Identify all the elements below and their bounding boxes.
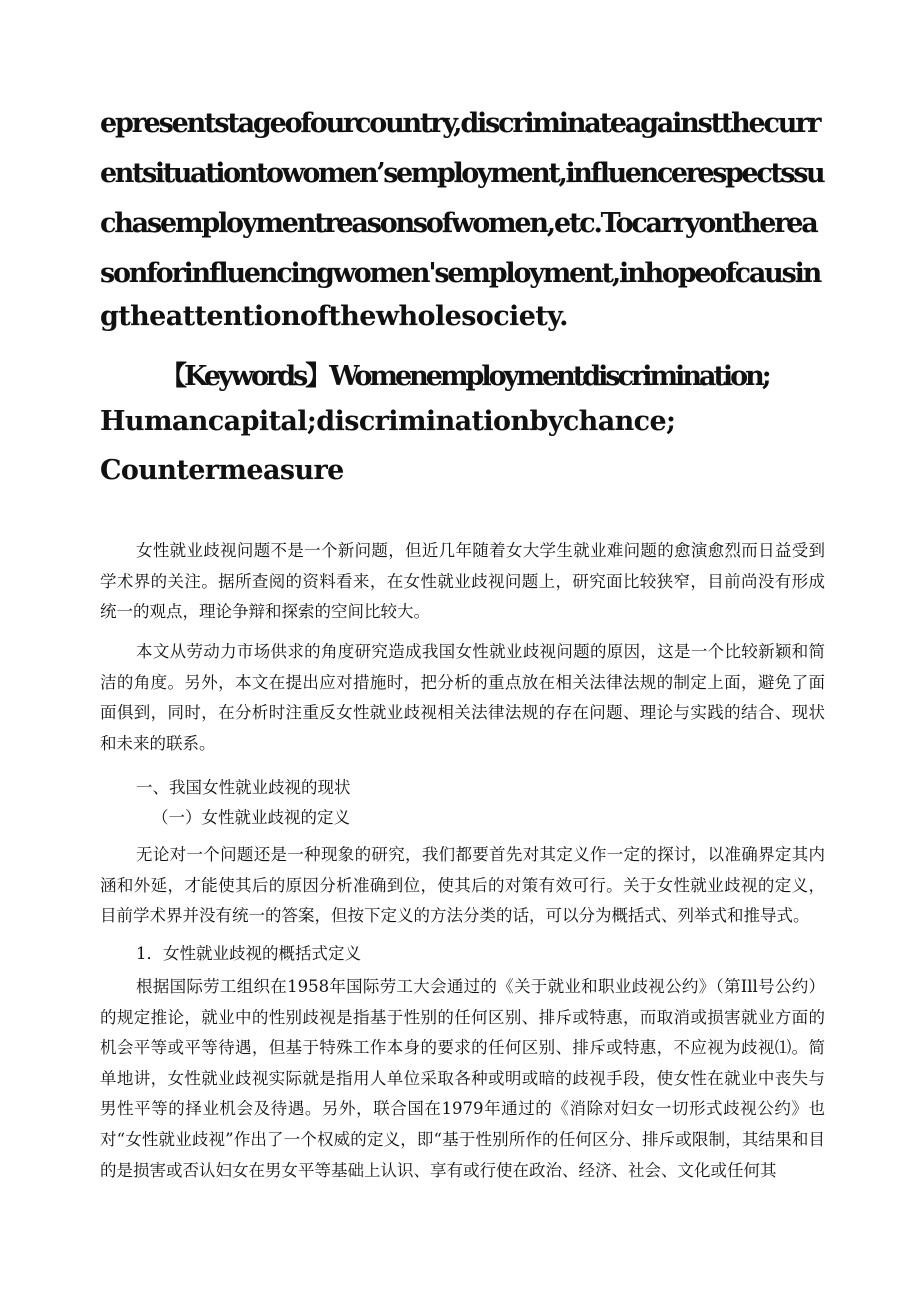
- keywords-line: 【Keywords】Womenemploymentdiscrimination;: [160, 361, 769, 392]
- subsection-heading: 1．女性就业歧视的概括式定义: [136, 944, 361, 963]
- abstract-line: sonforinfluencingwomen'semployment,inhopeofcausin: [100, 258, 821, 289]
- keywords-line: Countermeasure: [100, 455, 344, 486]
- keywords-line: Humancapital;discriminationbychance;: [100, 406, 676, 437]
- body-paragraph: 根据国际劳工组织在1958年国际劳工大会通过的《关于就业和职业歧视公约》（第Ill号公约）的规定推论，就业中的性别歧视是指基于性别的任何区别、排斥或特惠，而取消或损害就业方面的机会平等或平等待遇，但基于特殊工作本身的要求的任何区别、排斥或特惠，不应视为歧视⑴。简单地讲，女性就业歧视实际就是指用人单位采取各种或明或暗的歧视手段，使女性在就业中丧失与男性平等的择业机会及待遇。另外，联合国在1979年通过的《消除对妇女一切形式歧视公约》也对“女性就业歧视”作出了一个权威的定义，即“基于性别所作的任何区分、排斥或限制，其结果和目的是损害或否认妇女在男女平等基础上认识、享有或行使在政治、经济、社会、文化或任何其: [100, 977, 825, 1180]
- subsection-heading: （一）女性就业歧视的定义: [152, 808, 350, 827]
- abstract-line: epresentstageofourcountry,discriminateagainstthecurr: [100, 108, 820, 139]
- abstract-line: gtheattentionofthewholesociety.: [100, 301, 568, 332]
- abstract-line: entsituationtowomen’semployment,influencerespectssu: [100, 158, 824, 189]
- body-paragraph: 本文从劳动力市场供求的角度研究造成我国女性就业歧视问题的原因，这是一个比较新颖和简洁的角度。另外，本文在提出应对措施时，把分析的重点放在相关法律法规的制定上面，避免了面面俱到，同时，在分析时注重反女性就业歧视相关法律法规的存在问题、理论与实践的结合、现状和未来的联系。: [100, 642, 825, 753]
- section-heading: 一、我国女性就业歧视的现状: [136, 778, 351, 797]
- abstract-line: chasemploymentreasonsofwomen,etc.Tocarryonthereа: [100, 208, 817, 239]
- body-paragraph: 女性就业歧视问题不是一个新问题，但近几年随着女大学生就业难问题的愈演愈烈而日益受到学术界的关注。据所查阅的资料看来，在女性就业歧视问题上，研究面比较狭窄，目前尚没有形成统一的观点，理论争辩和探索的空间比较大。: [100, 541, 825, 622]
- body-paragraph: 无论对一个问题还是一种现象的研究，我们都要首先对其定义作一定的探讨，以准确界定其内涵和外延，才能使其后的原因分析准确到位，使其后的对策有效可行。关于女性就业歧视的定义，目前学术界并没有统一的答案，但按下定义的方法分类的话，可以分为概括式、列举式和推导式。: [100, 845, 825, 926]
